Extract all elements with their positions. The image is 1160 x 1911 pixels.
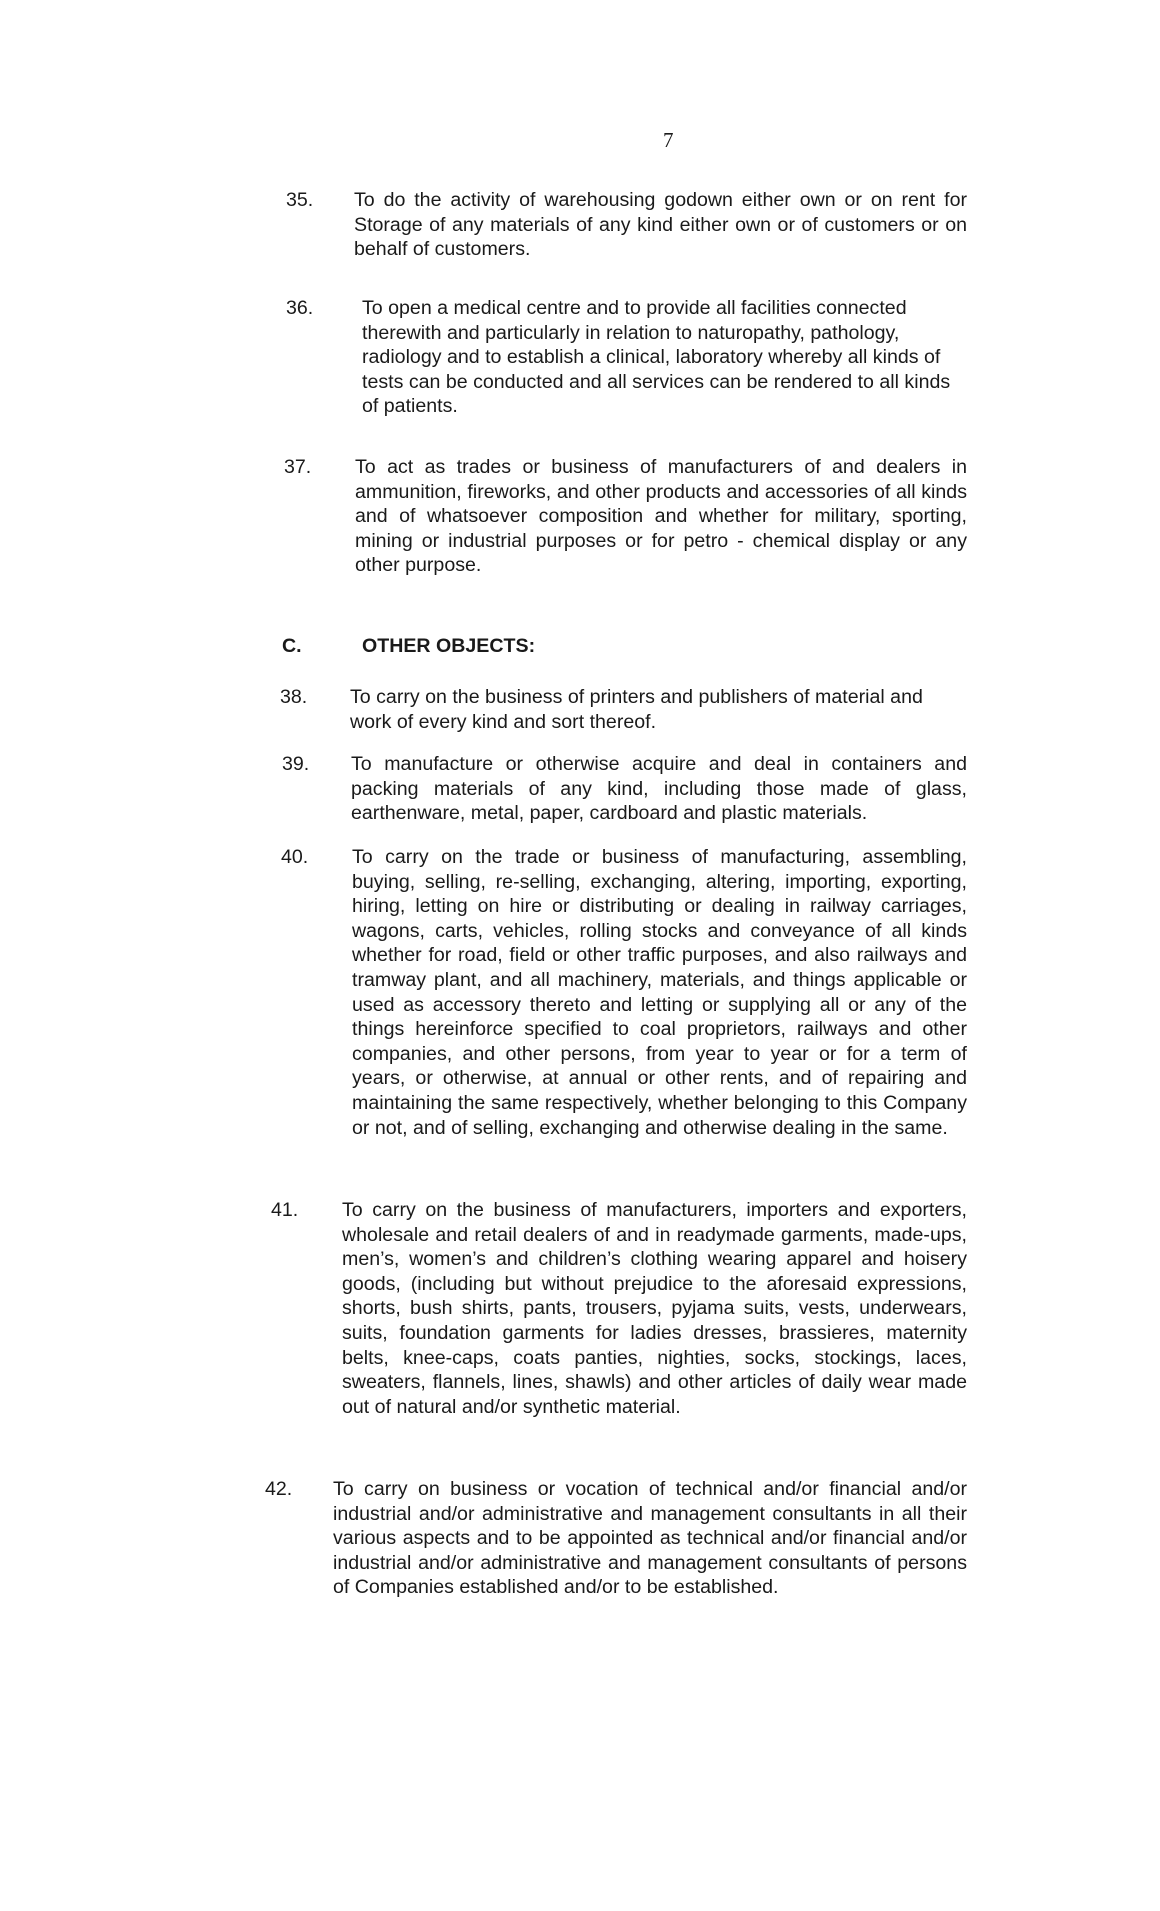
clause-number: 38. — [280, 686, 308, 708]
clause-text: To carry on business or vocation of technical and/or financial and/or industrial and/or administrative and management consultants in all their various aspects and to be appointed as technical and/or financial and/or industrial and/or administrative and management consultants of persons of Companies established and/or to be established. — [333, 1478, 967, 1599]
section-title: OTHER OBJECTS: — [362, 635, 536, 657]
clause-number: 37. — [284, 456, 312, 478]
page-number: 7 — [663, 128, 674, 152]
clause-text: To do the activity of warehousing godown either own or on rent for Storage of any materials of any kind either own or of customers or on behalf of customers. — [354, 189, 967, 261]
clause-number: 36. — [286, 297, 314, 319]
clause-text: To open a medical centre and to provide all facilities connected therewith and particularly in relation to naturopathy, pathology, radiology and to establish a clinical, laboratory whereby all kinds of tests can be conducted and all services can be rendered to all kinds of patients. — [362, 297, 951, 418]
clause-number: 41. — [271, 1199, 299, 1221]
clause-number: 40. — [281, 846, 309, 868]
clause-text: To act as trades or business of manufacturers of and dealers in ammunition, fireworks, and other products and accessories of all kinds and of whatsoever composition and whether for military, sporting, mining or industrial purposes or for petro - chemical display or any other purpose. — [355, 456, 967, 577]
clause-number: 35. — [286, 189, 314, 211]
clause-text: To carry on the business of manufacturers, importers and exporters, wholesale and retail dealers of and in readymade garments, made-ups, men’s, women’s and children’s clothing wearing apparel and hoisery goods, (including but without prejudice to the aforesaid expressions, shorts, bush shirts, pants, trousers, pyjama suits, vests, underwears, suits, foundation garments for ladies dresses, brassieres, maternity belts, knee-caps, coats panties, nighties, socks, stockings, laces, sweaters, flannels, lines, shawls) and other articles of daily wear made out of natural and/or synthetic material. — [342, 1199, 967, 1418]
clause-number: 39. — [282, 753, 310, 775]
clause-text: To carry on the trade or business of manufacturing, assembling, buying, selling, re-selling, exchanging, altering, importing, exporting, hiring, letting on hire or distributing or dealing in railway carriages, wagons, carts, vehicles, rolling stocks and conveyance of all kinds whether for road, field or other traffic purposes, and also railways and tramway plant, and all machinery, materials, and things applicable or used as accessory thereto and letting or supplying all or any of the things hereinforce specified to coal proprietors, railways and other companies, and other persons, from year to year or for a term of years, or otherwise, at annual or other rents, and of repairing and maintaining the same respectively, whether belonging to this Company or not, and of selling, exchanging and otherwise dealing in the same. — [352, 846, 967, 1139]
clause-number: 42. — [265, 1478, 293, 1500]
clause-text: To manufacture or otherwise acquire and deal in containers and packing materials of any kind, including those made of glass, earthenware, metal, paper, cardboard and plastic materials. — [351, 753, 967, 825]
clause-text: To carry on the business of printers and publishers of material and work of every kind and sort thereof. — [350, 686, 923, 733]
section-letter: C. — [282, 635, 302, 657]
